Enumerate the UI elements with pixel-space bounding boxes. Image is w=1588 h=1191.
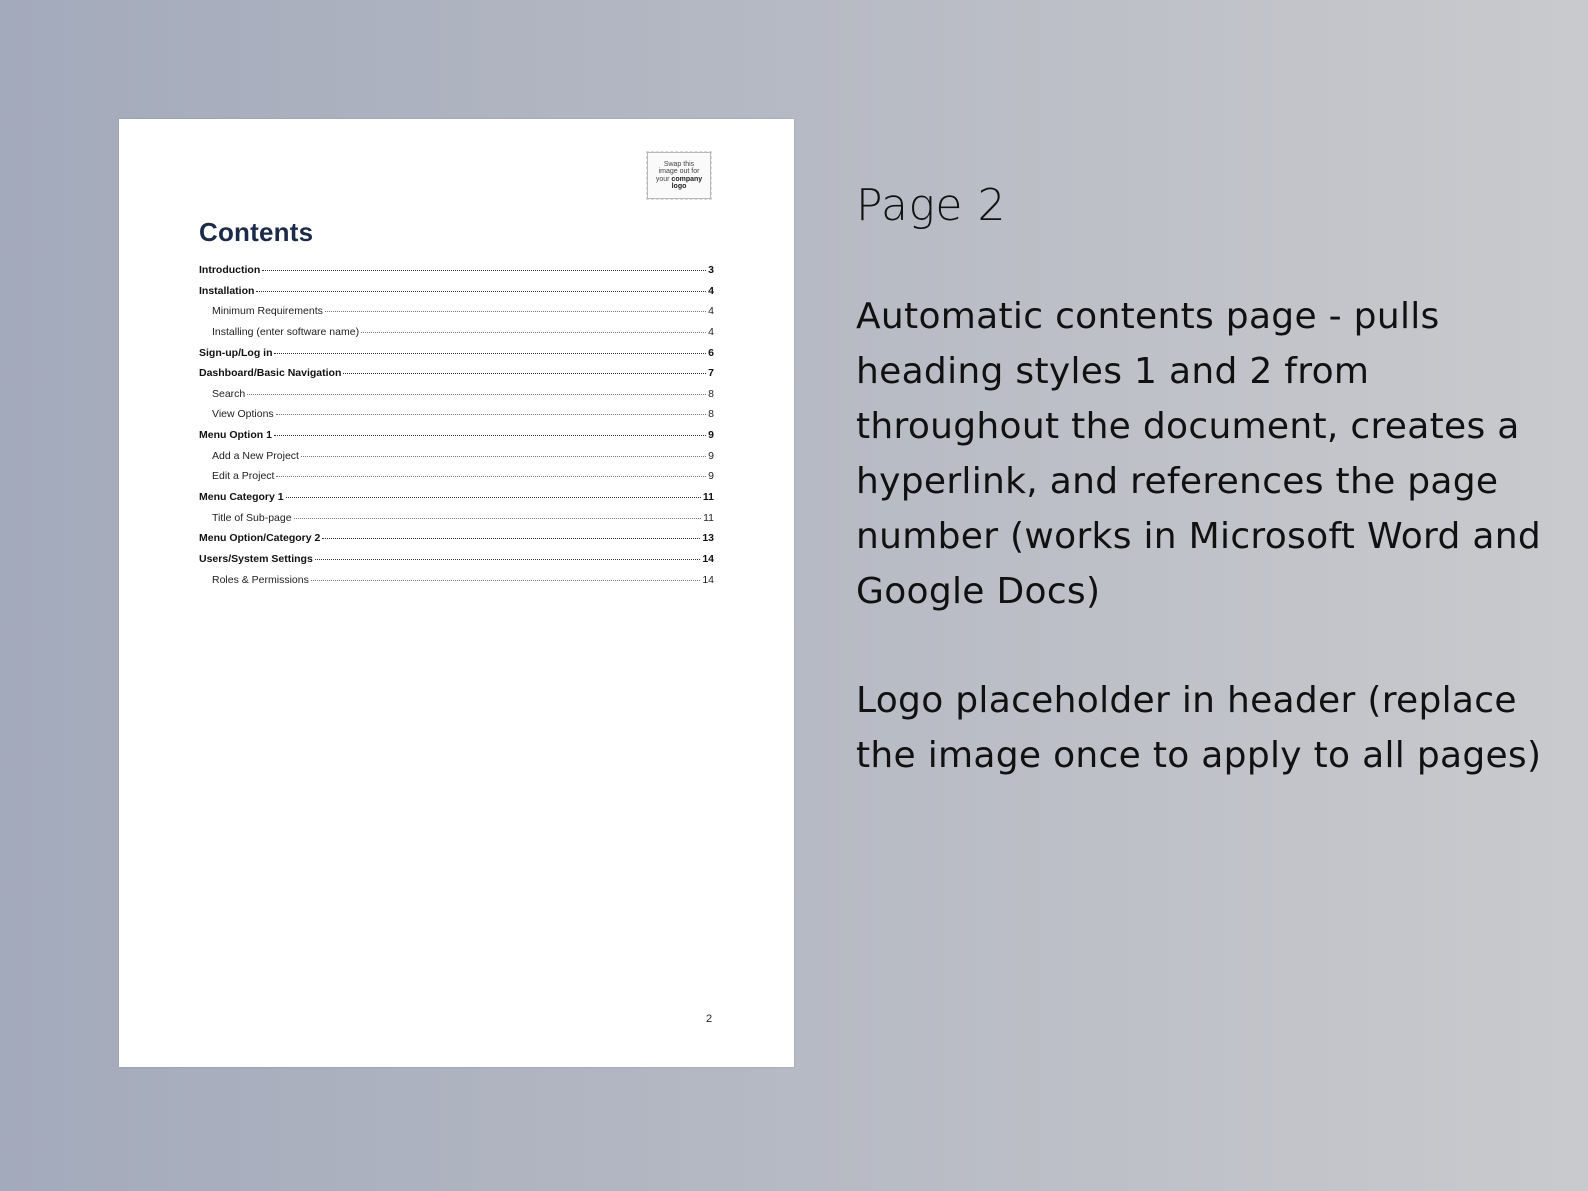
toc-entry-page: 8: [708, 408, 714, 421]
toc-entry[interactable]: [199, 532, 714, 553]
toc-entry[interactable]: [199, 450, 714, 471]
toc-entry-page: 6: [708, 346, 714, 359]
toc-entry[interactable]: [199, 326, 714, 347]
toc-leader-dots: [256, 291, 706, 292]
toc-entry[interactable]: [199, 347, 714, 368]
toc-entry-label: Roles & Permissions: [212, 573, 309, 586]
toc-entry[interactable]: [199, 285, 714, 306]
toc-entry[interactable]: [199, 512, 714, 533]
description-paragraph-logo: Logo placeholder in header (replace the image once to apply to all pages): [856, 679, 1542, 776]
toc-entry[interactable]: [199, 388, 714, 409]
toc-leader-dots: [276, 476, 706, 477]
toc-entry[interactable]: [199, 574, 714, 595]
toc-entry-label: Users/System Settings: [199, 552, 313, 565]
toc-entry-label: Installation: [199, 284, 255, 297]
toc-entry[interactable]: [199, 367, 714, 388]
toc-entry[interactable]: [199, 305, 714, 326]
toc-leader-dots: [311, 580, 700, 581]
logo-line-2: image out for: [658, 168, 700, 175]
toc-entry-page: 9: [708, 449, 714, 462]
toc-entry-page: 4: [708, 284, 714, 297]
logo-line-4: logo: [671, 183, 687, 190]
toc-entry-page: 9: [708, 470, 714, 483]
toc-entry-page: 4: [708, 325, 714, 338]
logo-line-3-bold: company: [671, 175, 703, 183]
toc-entry-label: Dashboard/Basic Navigation: [199, 367, 342, 380]
toc-leader-dots: [247, 394, 706, 395]
toc-entry-label: Search: [212, 387, 246, 400]
page-number: 2: [706, 1013, 713, 1025]
logo-line-1: Swap this: [663, 160, 695, 168]
toc-leader-dots: [294, 518, 702, 519]
table-of-contents: [199, 264, 714, 594]
logo-placeholder-text: [653, 161, 705, 191]
toc-entry-page: 8: [708, 387, 714, 400]
toc-entry[interactable]: [199, 408, 714, 429]
toc-leader-dots: [322, 538, 700, 539]
description-panel: [856, 180, 1566, 837]
toc-entry-page: 3: [708, 264, 714, 276]
contents-heading: Contents: [199, 217, 314, 247]
toc-entry-label: Menu Category 1: [199, 491, 284, 504]
toc-entry-label: Minimum Requirements: [212, 305, 323, 318]
toc-entry-label: Add a New Project: [212, 449, 299, 462]
toc-leader-dots: [274, 353, 706, 354]
toc-entry[interactable]: [199, 429, 714, 450]
toc-leader-dots: [276, 414, 706, 415]
document-page: [119, 119, 794, 1067]
toc-leader-dots: [361, 332, 706, 333]
toc-entry[interactable]: [199, 470, 714, 491]
toc-entry-page: 11: [703, 511, 714, 524]
toc-leader-dots: [274, 435, 706, 436]
toc-entry-page: 7: [708, 367, 714, 380]
toc-entry-page: 13: [702, 532, 714, 545]
toc-leader-dots: [325, 311, 706, 312]
toc-entry-page: 9: [708, 429, 714, 442]
toc-leader-dots: [262, 270, 706, 271]
toc-entry[interactable]: [199, 491, 714, 512]
description-title: Page 2: [856, 180, 1006, 231]
toc-entry-page: 11: [702, 491, 714, 504]
toc-entry-label: Introduction: [199, 264, 261, 276]
toc-entry-label: Menu Option 1: [199, 429, 272, 442]
toc-entry-page: 14: [702, 573, 714, 586]
logo-line-3: your: [655, 175, 670, 183]
toc-leader-dots: [343, 373, 706, 374]
logo-placeholder[interactable]: [647, 152, 711, 199]
toc-leader-dots: [286, 497, 701, 498]
toc-leader-dots: [315, 559, 701, 560]
toc-entry-page: 14: [702, 552, 714, 565]
toc-entry-label: Sign-up/Log in: [199, 346, 273, 359]
toc-leader-dots: [301, 456, 706, 457]
toc-entry[interactable]: [199, 553, 714, 574]
toc-entry-label: Edit a Project: [212, 470, 275, 483]
toc-entry-label: Title of Sub-page: [212, 511, 292, 524]
toc-entry-label: View Options: [212, 408, 274, 421]
toc-entry-label: Menu Option/Category 2: [199, 532, 321, 545]
toc-entry-label: Installing (enter software name): [212, 325, 360, 338]
description-paragraph-contents: Automatic contents page - pulls heading styles 1 and 2 from throughout the document, creates a hyperlink, and references the page number (works in Microsoft Word and Google Docs): [856, 295, 1542, 612]
toc-entry-page: 4: [708, 305, 714, 318]
toc-entry[interactable]: [199, 264, 714, 285]
